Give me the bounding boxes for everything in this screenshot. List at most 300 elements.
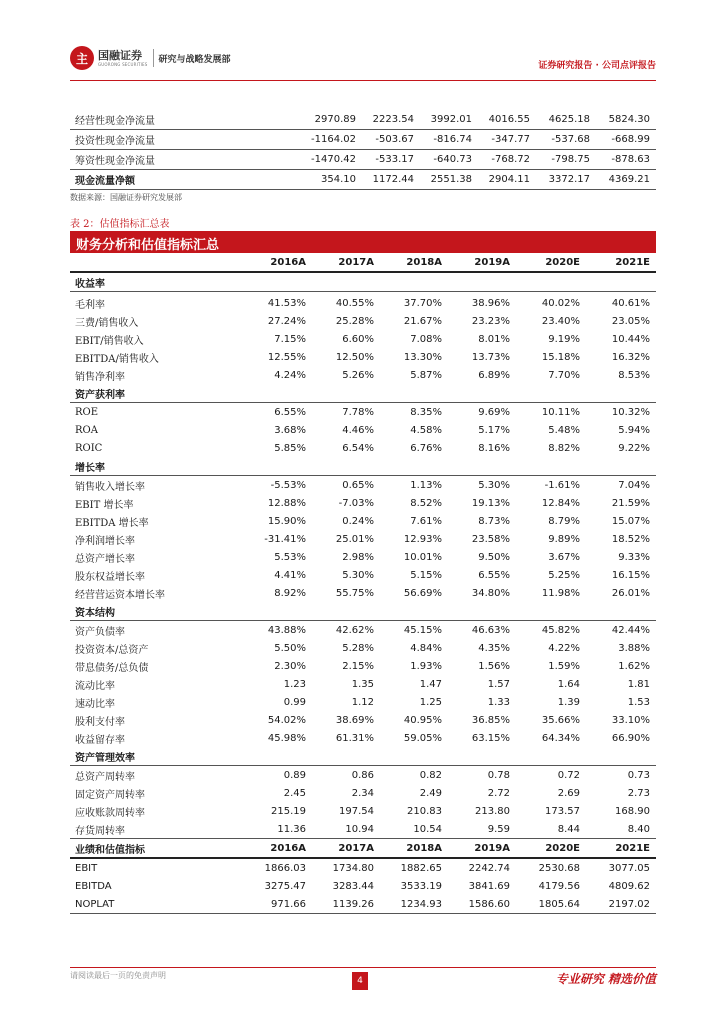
logo-name: 国融证券 bbox=[98, 48, 142, 62]
cell-value: 4369.21 bbox=[608, 174, 650, 185]
cell-value: 2970.89 bbox=[314, 114, 356, 125]
section-header bbox=[70, 602, 656, 621]
cashflow-row bbox=[70, 130, 656, 150]
row-label: 存货周转率 bbox=[75, 825, 125, 837]
cell-value: 1.93% bbox=[410, 660, 442, 672]
table-row bbox=[70, 366, 656, 384]
cell-value: 6.60% bbox=[342, 333, 374, 345]
cell-value: 2223.54 bbox=[372, 114, 414, 125]
cell-value: 5.48% bbox=[548, 424, 580, 436]
row-label: 投资资本/总资产 bbox=[75, 644, 149, 656]
year-header: 2016A bbox=[244, 253, 312, 272]
row-label: 销售净利率 bbox=[75, 371, 125, 383]
header-divider bbox=[70, 80, 656, 81]
cell-value: 63.15% bbox=[471, 732, 510, 744]
cell-value: -347.77 bbox=[491, 134, 530, 145]
cell-value: 2.49 bbox=[419, 787, 442, 799]
cashflow-row bbox=[70, 150, 656, 170]
year-header: 2021E bbox=[586, 253, 656, 272]
cell-value: 40.02% bbox=[541, 297, 580, 309]
cell-value: -1470.42 bbox=[311, 154, 356, 165]
cell-value: 7.70% bbox=[548, 369, 580, 381]
cell-value: 3275.47 bbox=[264, 880, 306, 892]
table-caption: 表 2：估值指标汇总表 bbox=[70, 219, 170, 230]
cell-value: 1.13% bbox=[410, 479, 442, 491]
data-source-note: 数据来源：国融证券研究发展部 bbox=[70, 193, 182, 202]
year-header: 2016A bbox=[244, 839, 312, 859]
cell-value: 4016.55 bbox=[488, 114, 530, 125]
cell-value: -5.53% bbox=[270, 479, 306, 491]
cell-value: 36.85% bbox=[471, 714, 510, 726]
cell-value: 0.89 bbox=[283, 769, 306, 781]
cell-value: 54.02% bbox=[267, 714, 306, 726]
cell-value: 4.58% bbox=[410, 424, 442, 436]
cell-value: 6.55% bbox=[274, 406, 306, 418]
table-row bbox=[70, 584, 656, 602]
table-row bbox=[70, 512, 656, 530]
cell-value: 33.10% bbox=[611, 714, 650, 726]
cell-value: -1164.02 bbox=[311, 134, 356, 145]
section-header bbox=[70, 272, 656, 292]
table-row bbox=[70, 711, 656, 729]
row-label: 资产负债率 bbox=[75, 626, 125, 638]
cell-value: -768.72 bbox=[491, 154, 530, 165]
section-header bbox=[70, 384, 656, 403]
year-header: 2019A bbox=[448, 839, 516, 859]
cell-value: 5.50% bbox=[274, 642, 306, 654]
footer-slogan: 专业研究 精选价值 bbox=[555, 972, 656, 986]
cell-value: 971.66 bbox=[244, 895, 312, 914]
cell-value: 6.76% bbox=[410, 442, 442, 454]
row-label: 股利支付率 bbox=[75, 716, 125, 728]
cell-value: 1586.60 bbox=[448, 895, 516, 914]
row-label: 总资产增长率 bbox=[75, 553, 135, 565]
table-row bbox=[70, 348, 656, 366]
cell-value: 15.18% bbox=[541, 351, 580, 363]
cell-value: 43.88% bbox=[267, 624, 306, 636]
cell-value: 1882.65 bbox=[400, 862, 442, 874]
cell-value: 26.01% bbox=[611, 587, 650, 599]
cell-value: 12.88% bbox=[267, 497, 306, 509]
table-row bbox=[70, 312, 656, 330]
cell-value: 5.25% bbox=[548, 569, 580, 581]
cell-value: 4179.56 bbox=[538, 880, 580, 892]
cell-value: 173.57 bbox=[545, 805, 580, 817]
banner-title: 财务分析和估值指标汇总 bbox=[76, 238, 220, 253]
cell-value: 12.55% bbox=[267, 351, 306, 363]
cell-value: 9.22% bbox=[618, 442, 650, 454]
cell-value: -798.75 bbox=[551, 154, 590, 165]
table-row bbox=[70, 802, 656, 820]
cell-value: 1234.93 bbox=[380, 895, 448, 914]
cell-value: 1172.44 bbox=[372, 174, 414, 185]
cell-value: 215.19 bbox=[271, 805, 306, 817]
year-header: 2017A bbox=[312, 839, 380, 859]
row-label: ROA bbox=[75, 424, 98, 436]
footer-divider bbox=[70, 967, 656, 968]
cell-value: 2904.11 bbox=[488, 174, 530, 185]
section-title: 收益率 bbox=[75, 278, 105, 290]
cell-value: 1139.26 bbox=[312, 895, 380, 914]
cell-value: 10.44% bbox=[611, 333, 650, 345]
row-label: 速动比率 bbox=[75, 698, 115, 710]
cell-value: 2.15% bbox=[342, 660, 374, 672]
row-label: 带息债务/总负债 bbox=[75, 662, 149, 674]
cell-value: 12.50% bbox=[335, 351, 374, 363]
cell-value: 0.82 bbox=[419, 769, 442, 781]
cell-value: 1.35 bbox=[351, 678, 374, 690]
cell-value: -640.73 bbox=[433, 154, 472, 165]
cell-value: 1.47 bbox=[419, 678, 442, 690]
cell-value: 38.69% bbox=[335, 714, 374, 726]
table-row bbox=[70, 548, 656, 566]
cell-value: 0.78 bbox=[487, 769, 510, 781]
cell-value: 2.45 bbox=[283, 787, 306, 799]
row-label: EBITDA bbox=[75, 880, 112, 892]
table-row bbox=[70, 693, 656, 711]
cell-value: 13.30% bbox=[403, 351, 442, 363]
cell-value: 3992.01 bbox=[430, 114, 472, 125]
cell-value: 13.73% bbox=[471, 351, 510, 363]
company-logo bbox=[70, 46, 231, 70]
cell-value: 12.93% bbox=[403, 533, 442, 545]
cashflow-row bbox=[70, 110, 656, 130]
cell-value: 16.15% bbox=[611, 569, 650, 581]
cell-value: 2242.74 bbox=[468, 862, 510, 874]
cell-value: 21.67% bbox=[403, 315, 442, 327]
cell-value: 42.44% bbox=[611, 624, 650, 636]
cell-value: 8.79% bbox=[548, 515, 580, 527]
cell-value: 18.52% bbox=[611, 533, 650, 545]
row-label: 固定资产周转率 bbox=[75, 789, 145, 801]
cell-value: 37.70% bbox=[403, 297, 442, 309]
table-row bbox=[70, 494, 656, 512]
table-row bbox=[70, 766, 656, 785]
cell-value: 5.85% bbox=[274, 442, 306, 454]
cell-value: 4625.18 bbox=[548, 114, 590, 125]
cell-value: 4.22% bbox=[548, 642, 580, 654]
section-title: 增长率 bbox=[75, 462, 105, 474]
table-row bbox=[70, 292, 656, 313]
cell-value: 25.01% bbox=[335, 533, 374, 545]
row-label: 收益留存率 bbox=[75, 734, 125, 746]
cell-value: 38.96% bbox=[471, 297, 510, 309]
cell-value: 2.98% bbox=[342, 551, 374, 563]
cell-value: 8.44 bbox=[557, 823, 580, 835]
valuation-header-row bbox=[70, 839, 656, 859]
cell-value: 1.12 bbox=[351, 696, 374, 708]
cell-value: 1.57 bbox=[487, 678, 510, 690]
table-row bbox=[70, 476, 656, 495]
cell-value: 40.95% bbox=[403, 714, 442, 726]
row-label: 三费/销售收入 bbox=[75, 317, 139, 329]
table-row bbox=[70, 439, 656, 457]
table-row bbox=[70, 820, 656, 839]
table-row bbox=[70, 530, 656, 548]
cell-value: 2.34 bbox=[351, 787, 374, 799]
cell-value: 45.15% bbox=[403, 624, 442, 636]
cell-value: 23.58% bbox=[471, 533, 510, 545]
cell-value: 1.53 bbox=[627, 696, 650, 708]
table-row bbox=[70, 784, 656, 802]
cell-value: 34.80% bbox=[471, 587, 510, 599]
cell-value: 64.34% bbox=[541, 732, 580, 744]
cell-value: 7.61% bbox=[410, 515, 442, 527]
cell-value: 8.73% bbox=[478, 515, 510, 527]
cell-value: 40.55% bbox=[335, 297, 374, 309]
table-row bbox=[70, 566, 656, 584]
cell-value: 0.99 bbox=[283, 696, 306, 708]
cell-value: 8.52% bbox=[410, 497, 442, 509]
cell-value: 9.50% bbox=[478, 551, 510, 563]
cell-value: 55.75% bbox=[335, 587, 374, 599]
section-title: 资产获利率 bbox=[75, 389, 125, 401]
cell-value: 4.84% bbox=[410, 642, 442, 654]
cell-value: 5.94% bbox=[618, 424, 650, 436]
row-label: EBITDA 增长率 bbox=[75, 517, 149, 529]
cell-value: 5.30% bbox=[478, 479, 510, 491]
cell-value: 19.13% bbox=[471, 497, 510, 509]
cell-value: 6.89% bbox=[478, 369, 510, 381]
cell-value: 5.17% bbox=[478, 424, 510, 436]
cell-value: 4.46% bbox=[342, 424, 374, 436]
cell-value: 2197.02 bbox=[586, 895, 656, 914]
valuation-table bbox=[70, 253, 656, 914]
row-label: EBITDA/销售收入 bbox=[75, 353, 159, 365]
cell-value: 1.33 bbox=[487, 696, 510, 708]
section-title: 资本结构 bbox=[75, 607, 115, 619]
cell-value: 3533.19 bbox=[400, 880, 442, 892]
row-label: NOPLAT bbox=[70, 895, 244, 914]
cell-value: 41.53% bbox=[267, 297, 306, 309]
cashflow-row bbox=[70, 170, 656, 190]
cell-value: 15.90% bbox=[267, 515, 306, 527]
cell-value: 10.54 bbox=[413, 823, 442, 835]
cell-value: 61.31% bbox=[335, 732, 374, 744]
cell-value: 354.10 bbox=[321, 174, 356, 185]
cell-value: 10.01% bbox=[403, 551, 442, 563]
cell-value: 27.24% bbox=[267, 315, 306, 327]
cell-value: 8.82% bbox=[548, 442, 580, 454]
year-header: 2019A bbox=[448, 253, 516, 272]
cell-value: 16.32% bbox=[611, 351, 650, 363]
cell-value: 1.59% bbox=[548, 660, 580, 672]
cell-value: 5.53% bbox=[274, 551, 306, 563]
cell-value: -1.61% bbox=[544, 479, 580, 491]
cell-value: 11.98% bbox=[541, 587, 580, 599]
cell-value: 10.11% bbox=[541, 406, 580, 418]
cell-value: -31.41% bbox=[264, 533, 306, 545]
cell-value: 0.72 bbox=[557, 769, 580, 781]
table-row bbox=[70, 421, 656, 439]
cell-value: 0.24% bbox=[342, 515, 374, 527]
cell-value: 4809.62 bbox=[608, 880, 650, 892]
cell-value: 5.87% bbox=[410, 369, 442, 381]
cell-value: 1.23 bbox=[283, 678, 306, 690]
cell-value: 2551.38 bbox=[430, 174, 472, 185]
cell-value: 2.72 bbox=[487, 787, 510, 799]
cell-value: 23.40% bbox=[541, 315, 580, 327]
cell-value: 4.24% bbox=[274, 369, 306, 381]
cell-value: 5.26% bbox=[342, 369, 374, 381]
cell-value: 21.59% bbox=[611, 497, 650, 509]
row-label: EBIT 增长率 bbox=[75, 499, 134, 511]
year-header: 2020E bbox=[516, 839, 586, 859]
valuation-title: 业绩和估值指标 bbox=[70, 839, 244, 859]
cell-value: 9.69% bbox=[478, 406, 510, 418]
row-label: 毛利率 bbox=[75, 299, 105, 311]
cell-value: 3.67% bbox=[548, 551, 580, 563]
cell-value: 0.65% bbox=[342, 479, 374, 491]
row-label: 净利润增长率 bbox=[75, 535, 135, 547]
cell-value: 12.84% bbox=[541, 497, 580, 509]
row-label: 投资性现金净流量 bbox=[75, 136, 155, 147]
cell-value: 8.92% bbox=[274, 587, 306, 599]
row-label: 总资产周转率 bbox=[75, 771, 135, 783]
cell-value: 42.62% bbox=[335, 624, 374, 636]
cell-value: -816.74 bbox=[433, 134, 472, 145]
cell-value: 56.69% bbox=[403, 587, 442, 599]
section-header bbox=[70, 747, 656, 766]
cell-value: -503.67 bbox=[375, 134, 414, 145]
row-label: 经营性现金净流量 bbox=[75, 116, 155, 127]
table-row bbox=[70, 675, 656, 693]
page-header bbox=[70, 46, 656, 78]
cell-value: 9.89% bbox=[548, 533, 580, 545]
row-label: 经营营运资本增长率 bbox=[75, 589, 165, 601]
cell-value: 2530.68 bbox=[538, 862, 580, 874]
cell-value: 168.90 bbox=[615, 805, 650, 817]
cell-value: 8.01% bbox=[478, 333, 510, 345]
logo-english: GUORONG SECURITIES bbox=[98, 61, 148, 67]
cell-value: 3.68% bbox=[274, 424, 306, 436]
cell-value: 4.35% bbox=[478, 642, 510, 654]
cell-value: 2.30% bbox=[274, 660, 306, 672]
cell-value: 45.82% bbox=[541, 624, 580, 636]
year-header: 2020E bbox=[516, 253, 586, 272]
cell-value: 25.28% bbox=[335, 315, 374, 327]
cell-value: 15.07% bbox=[611, 515, 650, 527]
cell-value: 8.35% bbox=[410, 406, 442, 418]
cell-value: 5.30% bbox=[342, 569, 374, 581]
cell-value: 1.64 bbox=[557, 678, 580, 690]
cell-value: 9.19% bbox=[548, 333, 580, 345]
year-header: 2018A bbox=[380, 253, 448, 272]
logo-mark-icon: 主 bbox=[70, 46, 94, 70]
cell-value: 35.66% bbox=[541, 714, 580, 726]
cell-value: 0.73 bbox=[627, 769, 650, 781]
cell-value: 1734.80 bbox=[332, 862, 374, 874]
cell-value: 66.90% bbox=[611, 732, 650, 744]
table-row bbox=[70, 330, 656, 348]
cell-value: 5824.30 bbox=[608, 114, 650, 125]
cell-value: 3372.17 bbox=[548, 174, 590, 185]
year-header: 2021E bbox=[586, 839, 656, 859]
cell-value: 1.81 bbox=[627, 678, 650, 690]
cell-value: -537.68 bbox=[551, 134, 590, 145]
row-label: 股东权益增长率 bbox=[75, 571, 145, 583]
cell-value: 1.39 bbox=[557, 696, 580, 708]
year-header: 2017A bbox=[312, 253, 380, 272]
section-header bbox=[70, 457, 656, 476]
disclaimer-note: 请阅读最后一页的免责声明 bbox=[70, 971, 166, 980]
cell-value: 0.86 bbox=[351, 769, 374, 781]
cell-value: 10.32% bbox=[611, 406, 650, 418]
cell-value: 1.25 bbox=[419, 696, 442, 708]
cell-value: 3077.05 bbox=[608, 862, 650, 874]
cell-value: 1805.64 bbox=[516, 895, 586, 914]
cell-value: 40.61% bbox=[611, 297, 650, 309]
row-label: ROE bbox=[75, 406, 99, 418]
page-number: 4 bbox=[352, 972, 368, 990]
cell-value: -878.63 bbox=[611, 154, 650, 165]
cell-value: 23.23% bbox=[471, 315, 510, 327]
cell-value: 3283.44 bbox=[332, 880, 374, 892]
report-type: 证券研究报告 · 公司点评报告 bbox=[538, 61, 656, 71]
table-row bbox=[70, 858, 656, 877]
cashflow-table bbox=[70, 110, 656, 190]
cell-value: 3841.69 bbox=[468, 880, 510, 892]
section-title: 资产管理效率 bbox=[75, 752, 135, 764]
cell-value: 2.69 bbox=[557, 787, 580, 799]
table-row bbox=[70, 657, 656, 675]
cell-value: 1866.03 bbox=[264, 862, 306, 874]
cell-value: 210.83 bbox=[407, 805, 442, 817]
table-row bbox=[70, 639, 656, 657]
cell-value: 23.05% bbox=[611, 315, 650, 327]
cell-value: 213.80 bbox=[475, 805, 510, 817]
cell-value: 59.05% bbox=[403, 732, 442, 744]
cell-value: -7.03% bbox=[338, 497, 374, 509]
year-header-row bbox=[70, 253, 656, 272]
row-label: 筹资性现金净流量 bbox=[75, 156, 155, 167]
header-blank bbox=[70, 253, 244, 272]
cell-value: 9.33% bbox=[618, 551, 650, 563]
table-row bbox=[70, 729, 656, 747]
cell-value: 7.08% bbox=[410, 333, 442, 345]
cell-value: 3.88% bbox=[618, 642, 650, 654]
table-row bbox=[70, 877, 656, 895]
logo-divider bbox=[153, 49, 154, 67]
cell-value: 7.04% bbox=[618, 479, 650, 491]
cell-value: 45.98% bbox=[267, 732, 306, 744]
cell-value: 2.73 bbox=[627, 787, 650, 799]
cell-value: 8.53% bbox=[618, 369, 650, 381]
cell-value: 46.63% bbox=[471, 624, 510, 636]
row-label: EBIT bbox=[75, 862, 98, 874]
cell-value: 4.41% bbox=[274, 569, 306, 581]
cell-value: 7.78% bbox=[342, 406, 374, 418]
table-row bbox=[70, 895, 656, 914]
row-label: 应收账款周转率 bbox=[75, 807, 145, 819]
cell-value: 6.54% bbox=[342, 442, 374, 454]
cell-value: 5.28% bbox=[342, 642, 374, 654]
cell-value: 5.15% bbox=[410, 569, 442, 581]
row-label: 流动比率 bbox=[75, 680, 115, 692]
table-banner bbox=[70, 231, 656, 253]
cell-value: 10.94 bbox=[345, 823, 374, 835]
row-label: 销售收入增长率 bbox=[75, 481, 145, 493]
row-label: 现金流量净额 bbox=[75, 176, 135, 187]
cell-value: 9.59 bbox=[487, 823, 510, 835]
cell-value: 8.40 bbox=[627, 823, 650, 835]
year-header: 2018A bbox=[380, 839, 448, 859]
cell-value: 7.15% bbox=[274, 333, 306, 345]
cell-value: 197.54 bbox=[339, 805, 374, 817]
cell-value: 6.55% bbox=[478, 569, 510, 581]
cell-value: -533.17 bbox=[375, 154, 414, 165]
cell-value: 8.16% bbox=[478, 442, 510, 454]
